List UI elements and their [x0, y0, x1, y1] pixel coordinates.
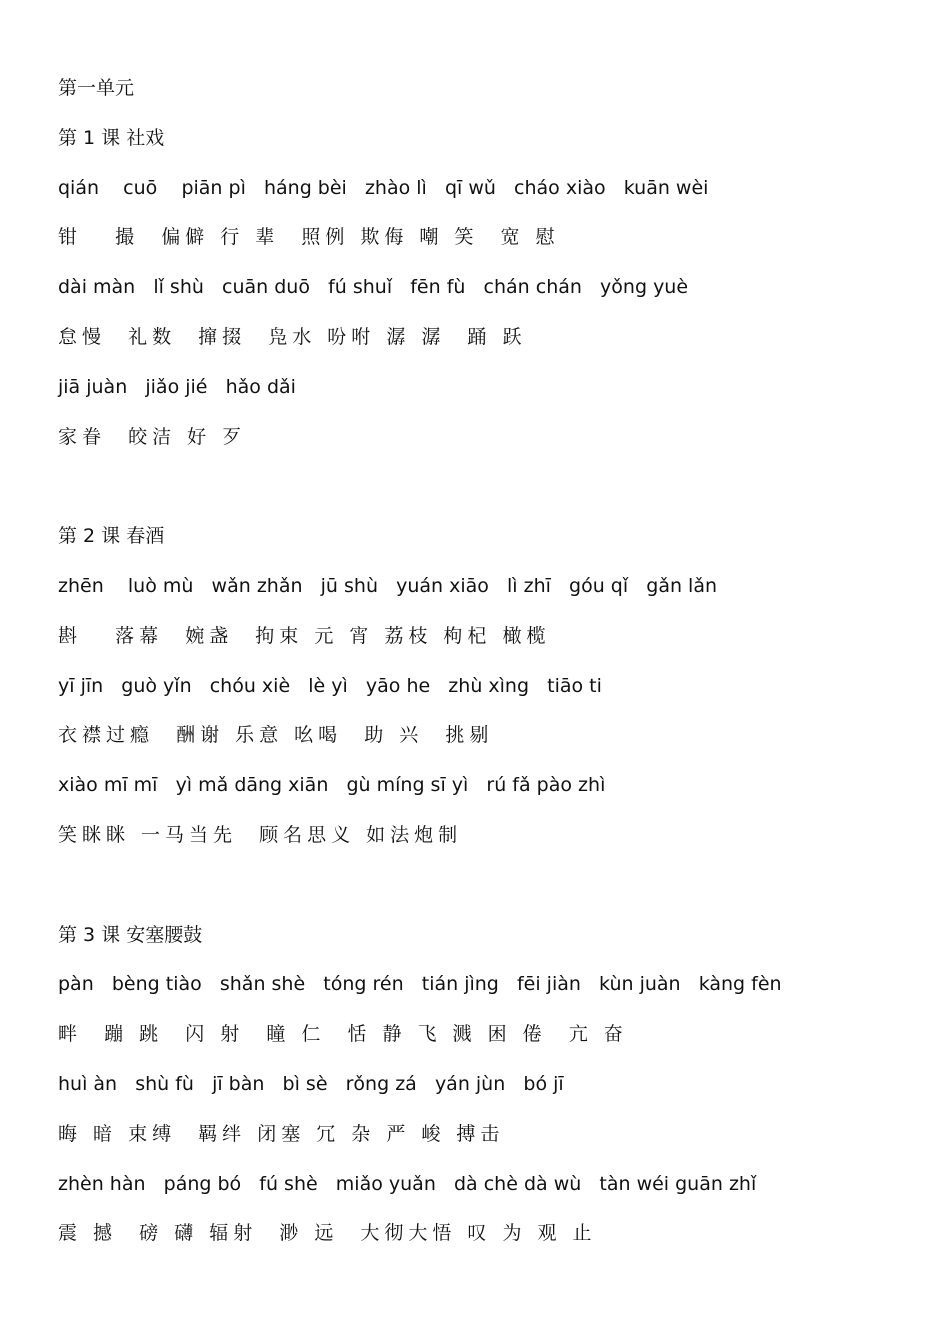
lesson-2-hanzi-row-1: 斟 落幕 婉盏 拘束 元 宵 荔枝 枸杞 橄榄 — [58, 624, 551, 647]
lesson-1-pinyin-row-3: jiā juàn jiǎo jié hǎo dǎi — [58, 375, 296, 398]
lesson-2-pinyin-row-3: xiào mī mī yì mǎ dāng xiān gù míng sī yì rú fǎ pào zhì — [58, 774, 606, 797]
document-page — [58, 70, 918, 1265]
lesson-2-title: 第 2 课 春酒 — [58, 525, 165, 548]
lesson-2-pinyin-row-1: zhēn luò mù wǎn zhǎn jū shù yuán xiāo lì zhī góu qǐ gǎn lǎn — [58, 574, 718, 597]
lesson-3-pinyin-row-1: pàn bèng tiào shǎn shè tóng rén tián jìng fēi jiàn kùn juàn kàng fèn — [58, 973, 782, 996]
unit-title: 第一单元 — [58, 77, 135, 99]
lesson-2-pinyin-row-2: yī jīn guò yǐn chóu xiè lè yì yāo he zhù xìng tiāo ti — [58, 674, 602, 697]
lesson-1-hanzi-row-2: 怠慢 礼数 撺掇 凫水 吩咐 潺 潺 踊 跃 — [58, 325, 527, 348]
lesson-1-hanzi-row-1: 钳 撮 偏僻 行 辈 照例 欺侮 嘲 笑 宽 慰 — [58, 226, 560, 249]
lesson-3-hanzi-row-3: 震 撼 磅 礴 辐射 渺 远 大彻大悟 叹 为 观 止 — [58, 1222, 597, 1245]
lesson-2-hanzi-row-3: 笑眯眯 一马当先 顾名思义 如法炮制 — [58, 823, 463, 846]
lesson-2-hanzi-row-2: 衣襟过瘾 酬谢 乐意 吆喝 助 兴 挑剔 — [58, 724, 494, 747]
section-spacer — [58, 468, 918, 518]
lesson-1-pinyin-row-1: qián cuō piān pì háng bèi zhào lì qī wǔ cháo xiào kuān wèi — [58, 176, 709, 199]
lesson-3-title: 第 3 课 安塞腰鼓 — [58, 923, 203, 946]
lesson-1-hanzi-row-3: 家眷 皎洁 好 歹 — [58, 425, 247, 448]
lesson-3-pinyin-row-3: zhèn hàn páng bó fú shè miǎo yuǎn dà chè dà wù tàn wéi guān zhǐ — [58, 1172, 757, 1195]
lesson-3-hanzi-row-2: 晦 暗 束缚 羁绊 闭塞 冗 杂 严 峻 搏击 — [58, 1122, 505, 1145]
lesson-3-hanzi-row-1: 畔 蹦 跳 闪 射 瞳 仁 恬 静 飞 溅 困 倦 亢 奋 — [58, 1023, 628, 1046]
section-spacer — [58, 867, 918, 917]
lesson-1-pinyin-row-2: dài màn lǐ shù cuān duō fú shuǐ fēn fù chán chán yǒng yuè — [58, 276, 689, 299]
lesson-1-title: 第 1 课 社戏 — [58, 126, 165, 149]
lesson-3-pinyin-row-2: huì àn shù fù jī bàn bì sè rǒng zá yán jùn bó jī — [58, 1072, 564, 1095]
